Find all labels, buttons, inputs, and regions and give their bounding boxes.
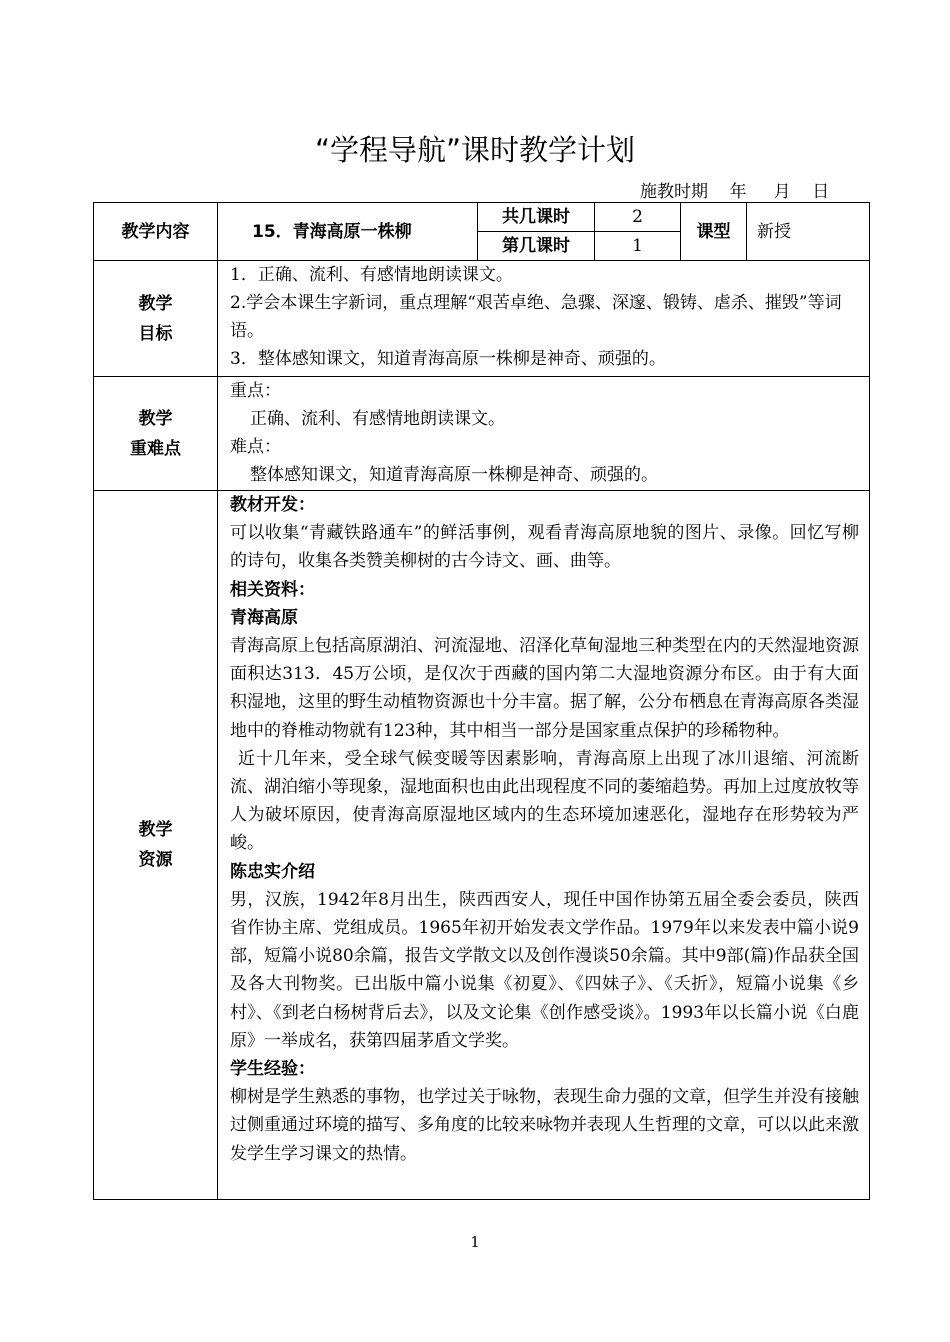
key-points-label-line2: 重难点 [130,438,181,459]
type-value: 新授 [747,203,870,261]
difficulty-heading: 难点： [230,437,281,457]
key-points-row [94,377,870,491]
experience-text: 柳树是学生熟悉的事物，也学过关于咏物，表现生命力强的文章，但学生并没有接触过侧重通过环境的描写、多角度的比较来咏物并表现人生哲理的文章，可以以此来激发学生学习课文的热情。 [230,1087,859,1164]
resources-label [94,491,218,1200]
focus-heading: 重点： [230,381,281,401]
author-text: 男，汉族，1942年8月出生，陕西西安人，现任中国作协第五届全委会委员，陕西省作协主席、党组成员。1965年初开始发表文学作品。1979年以来发表中篇小说9部，短篇小说80余篇，报告文学散文以及创作漫谈50余篇。其中9部(篇)作品获全国及各大刊物奖。已出版中篇小说集《初夏》、《四妹子》、《夭折》，短篇小说集《乡村》、《到老白杨树背后去》，以及文论集《创作感受谈》。1993年以长篇小说《白鹿原》一举成名，获第四届茅盾文学奖。 [230,889,859,1051]
type-label: 课型 [681,203,747,261]
focus-text: 正确、流利、有感情地朗读课文。 [250,409,505,429]
resources-content [218,491,870,1200]
objectives-label [94,261,218,377]
objectives-row [94,261,870,377]
material-heading: 教材开发： [230,495,315,515]
page-title: “学程导航”课时教学计划 [314,133,636,167]
objectives-label-line2: 目标 [138,323,173,344]
current-hour-value: 1 [595,232,681,261]
lesson-title: 15．青海高原一株柳 [218,203,478,261]
resources-row [94,491,870,1200]
plateau-paragraph-1: 青海高原上包括高原湖泊、河流湿地、沼泽化草甸湿地三种类型在内的天然湿地资源面积达313．45万公顷，是仅次于西藏的国内第二大湿地资源分布区。由于有大面积湿地，这里的野生动植物资源也十分丰富。据了解，公分布栖息在青海高原各类湿地中的脊椎动物就有123种，其中相当一部分是国家重点保护的珍稀物种。 [230,636,859,741]
material-text: 可以收集“青藏铁路通车”的鲜活事例，观看青海高原地貌的图片、录像。回忆写柳的诗句，收集各类赞美柳树的古今诗文、画、曲等。 [230,523,859,572]
difficulty-text: 整体感知课文，知道青海高原一株柳是神奇、顽强的。 [250,465,658,485]
author-heading: 陈忠实介绍 [230,861,315,882]
key-points-label-line1: 教学 [138,408,173,429]
content-label: 教学内容 [94,203,218,261]
lesson-plan-table [93,202,870,1200]
teaching-date-line: 施教时期 年 月 日 [640,182,830,202]
objectives-content [218,261,870,377]
page-number: 1 [470,1233,480,1251]
plateau-paragraph-2: 近十几年来，受全球气候变暖等因素影响，青海高原上出现了冰川退缩、河流断流、湖泊缩小等现象，湿地面积也由此出现程度不同的萎缩趋势。再加上过度放牧等人为破坏原因，使青海高原湿地区域内的生态环境加速恶化，湿地存在形势较为严峻。 [230,748,859,854]
objective-item: 1．正确、流利、有感情地朗读课文。 [230,265,513,285]
resources-label-line2: 资源 [138,850,173,870]
key-points-content [218,377,870,491]
related-heading: 相关资料： [230,579,315,600]
experience-heading: 学生经验： [230,1059,315,1080]
total-hours-value: 2 [595,203,681,232]
resources-label-line1: 教学 [138,820,173,840]
key-points-label [94,377,218,491]
objective-item: 3．整体感知课文，知道青海高原一株柳是神奇、顽强的。 [230,349,666,369]
header-row [94,203,870,232]
objectives-label-line1: 教学 [138,293,173,314]
objective-item: 2.学会本课生字新词，重点理解“艰苦卓绝、急骤、深邃、锻铸、虐杀、摧毁”等词语。 [230,293,842,341]
total-hours-label: 共几课时 [478,203,595,232]
current-hour-label: 第几课时 [478,232,595,261]
plateau-heading: 青海高原 [230,607,298,628]
